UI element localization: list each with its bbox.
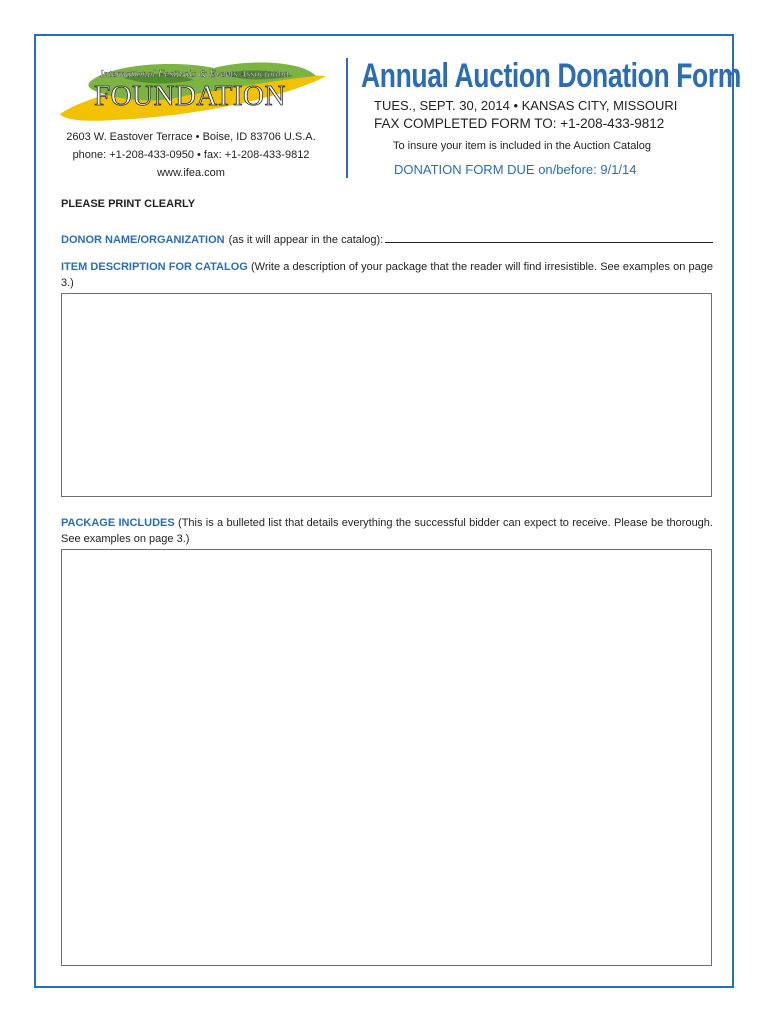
logo-top-text: International Festivals & Events Association — [100, 69, 289, 80]
package-includes-label: PACKAGE INCLUDES — [61, 517, 175, 529]
donor-name-note: (as it will appear in the catalog): — [228, 234, 384, 246]
fax-instruction: FAX COMPLETED FORM TO: +1-208-433-9812 — [374, 116, 665, 131]
address-phone-fax: phone: +1-208-433-0950 • fax: +1-208-433-9812 — [72, 149, 310, 161]
logo-main-text: FOUNDATION — [94, 80, 286, 112]
form-title: Annual Auction Donation Form — [361, 57, 741, 95]
address-website: www.ifea.com — [157, 167, 225, 179]
catalog-note: To insure your item is included in the Auction Catalog — [393, 140, 652, 152]
item-description-label: ITEM DESCRIPTION FOR CATALOG — [61, 261, 248, 273]
header-divider — [346, 58, 348, 178]
print-clearly-heading: PLEASE PRINT CLEARLY — [61, 198, 196, 210]
package-includes-box[interactable] — [61, 549, 712, 966]
package-includes-instructions — [61, 515, 713, 547]
ifea-foundation-logo — [54, 50, 330, 128]
donor-name-label: DONOR NAME/ORGANIZATION — [61, 234, 225, 246]
org-address — [52, 128, 330, 182]
donor-name-row — [61, 228, 713, 246]
package-includes-note: (This is a bulleted list that details everything the successful bidder can expect to receive. Please be thorough. See examples on page 3.) — [61, 517, 713, 545]
item-description-instructions — [61, 259, 713, 291]
due-date: DONATION FORM DUE on/before: 9/1/14 — [394, 162, 637, 177]
donor-name-field[interactable] — [385, 230, 713, 243]
address-street: 2603 W. Eastover Terrace • Boise, ID 83706 U.S.A. — [66, 131, 316, 143]
item-description-box[interactable] — [61, 293, 712, 497]
item-description-note: (Write a description of your package that the reader will find irresistible. See examples on page 3.) — [61, 261, 713, 289]
event-date-location: TUES., SEPT. 30, 2014 • KANSAS CITY, MISSOURI — [374, 98, 678, 113]
